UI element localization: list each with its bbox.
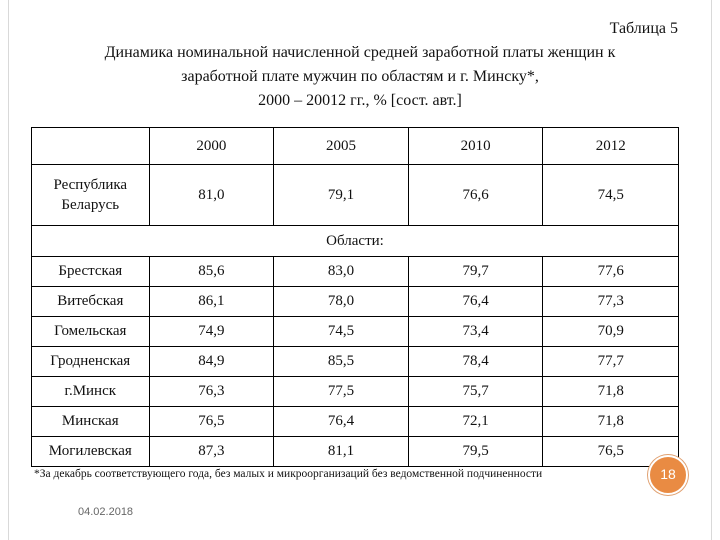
republic-label-line: Беларусь (61, 197, 120, 213)
value-cell: 78,0 (274, 287, 409, 317)
value-cell: 70,9 (543, 317, 679, 347)
slide-border-left (8, 0, 9, 540)
value-cell: 79,7 (408, 257, 543, 287)
table-row (32, 287, 679, 317)
table-row (32, 377, 679, 407)
title-line: заработной плате мужчин по областям и г. Минску*, (181, 68, 539, 85)
value-cell: 79,1 (274, 165, 409, 226)
value-cell: 72,1 (408, 407, 543, 437)
regions-heading: Области: (32, 226, 679, 257)
value-cell: 71,8 (543, 407, 679, 437)
value-cell: 77,5 (274, 377, 409, 407)
table-row (32, 317, 679, 347)
footnote: *За декабрь соответствующего года, без малых и микроорганизаций без ведомственной подчиненности (34, 468, 543, 480)
value-cell: 86,1 (149, 287, 274, 317)
table-number: Таблица 5 (609, 20, 678, 37)
year-header-row (32, 128, 679, 165)
table-row (32, 407, 679, 437)
region-name: Гродненская (32, 347, 150, 377)
value-cell: 81,0 (149, 165, 274, 226)
value-cell: 74,5 (543, 165, 679, 226)
year-header: 2012 (543, 128, 679, 165)
value-cell: 73,4 (408, 317, 543, 347)
value-cell: 77,7 (543, 347, 679, 377)
year-header: 2010 (408, 128, 543, 165)
table-row (32, 347, 679, 377)
corner-cell (32, 128, 150, 165)
table-row (32, 437, 679, 467)
title-line: 2000 – 20012 гг., % [сост. авт.] (258, 92, 462, 109)
slide-date: 04.02.2018 (78, 506, 134, 518)
title-line: Динамика номинальной начисленной средней заработной платы женщин к (104, 44, 616, 61)
value-cell: 76,3 (149, 377, 274, 407)
republic-label-line: Республика (53, 177, 128, 193)
region-name: Минская (32, 407, 150, 437)
value-cell: 77,6 (543, 257, 679, 287)
value-cell: 76,5 (543, 437, 679, 467)
table-title (40, 41, 680, 113)
region-name: Витебская (32, 287, 150, 317)
value-cell: 85,5 (274, 347, 409, 377)
republic-label (32, 165, 150, 226)
value-cell: 83,0 (274, 257, 409, 287)
region-name: г.Минск (32, 377, 150, 407)
republic-row (32, 165, 679, 226)
region-name: Брестская (32, 257, 150, 287)
value-cell: 76,4 (274, 407, 409, 437)
slide-border-right (711, 0, 712, 540)
value-cell: 79,5 (408, 437, 543, 467)
value-cell: 81,1 (274, 437, 409, 467)
value-cell: 77,3 (543, 287, 679, 317)
value-cell: 84,9 (149, 347, 274, 377)
value-cell: 71,8 (543, 377, 679, 407)
value-cell: 76,4 (408, 287, 543, 317)
value-cell: 75,7 (408, 377, 543, 407)
table-row (32, 257, 679, 287)
region-name: Гомельская (32, 317, 150, 347)
page-number-badge: 18 (648, 455, 688, 495)
value-cell: 74,9 (149, 317, 274, 347)
value-cell: 78,4 (408, 347, 543, 377)
region-name: Могилевская (32, 437, 150, 467)
value-cell: 76,5 (149, 407, 274, 437)
year-header: 2005 (274, 128, 409, 165)
value-cell: 85,6 (149, 257, 274, 287)
value-cell: 87,3 (149, 437, 274, 467)
year-header: 2000 (149, 128, 274, 165)
regions-heading-row (32, 226, 679, 257)
value-cell: 76,6 (408, 165, 543, 226)
salary-ratio-table (31, 127, 679, 467)
value-cell: 74,5 (274, 317, 409, 347)
